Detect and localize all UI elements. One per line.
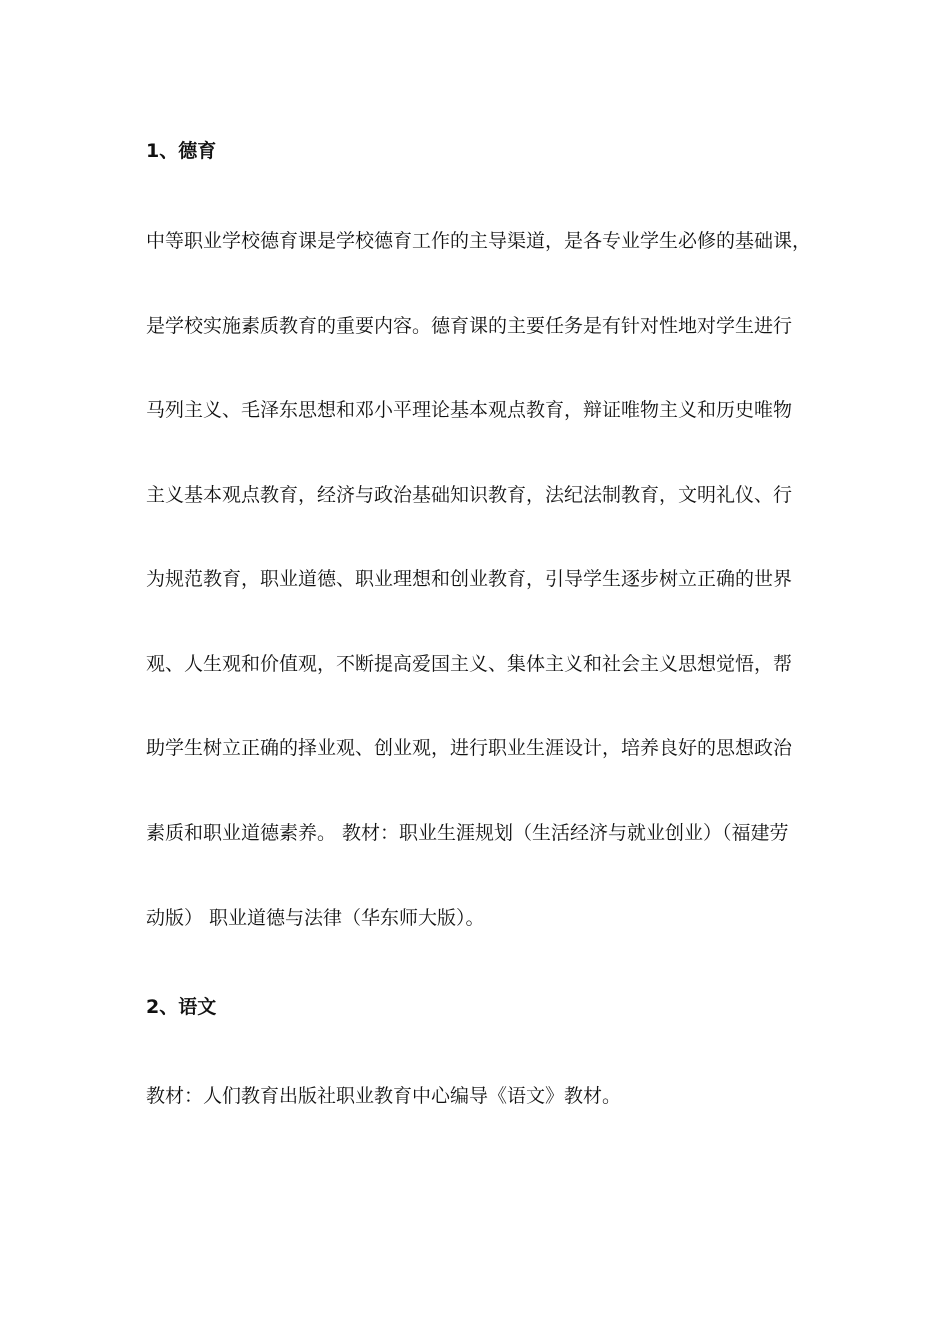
paragraph-line: 动版） 职业道德与法律（华东师大版）。 (146, 907, 485, 929)
paragraph-line: 中等职业学校德育课是学校德育工作的主导渠道，是各专业学生必修的基础课， (146, 230, 812, 252)
paragraph-line: 为规范教育，职业道德、职业理想和创业教育，引导学生逐步树立正确的世界 (146, 568, 793, 590)
section-heading-moral-education: 1、德育 (146, 140, 217, 162)
paragraph-line: 助学生树立正确的择业观、创业观，进行职业生涯设计，培养良好的思想政治 (146, 737, 793, 759)
section-heading-chinese: 2、语文 (146, 996, 217, 1018)
paragraph-line: 教材：人们教育出版社职业教育中心编导《语文》教材。 (146, 1085, 622, 1107)
paragraph-line: 马列主义、毛泽东思想和邓小平理论基本观点教育，辩证唯物主义和历史唯物 (146, 399, 793, 421)
paragraph-line: 观、人生观和价值观，不断提高爱国主义、集体主义和社会主义思想觉悟，帮 (146, 653, 793, 675)
paragraph-line: 是学校实施素质教育的重要内容。德育课的主要任务是有针对性地对学生进行 (146, 315, 793, 337)
paragraph-line: 素质和职业道德素养。 教材：职业生涯规划（生活经济与就业创业）（福建劳 (146, 822, 789, 844)
paragraph-line: 主义基本观点教育，经济与政治基础知识教育，法纪法制教育，文明礼仪、行 (146, 484, 793, 506)
